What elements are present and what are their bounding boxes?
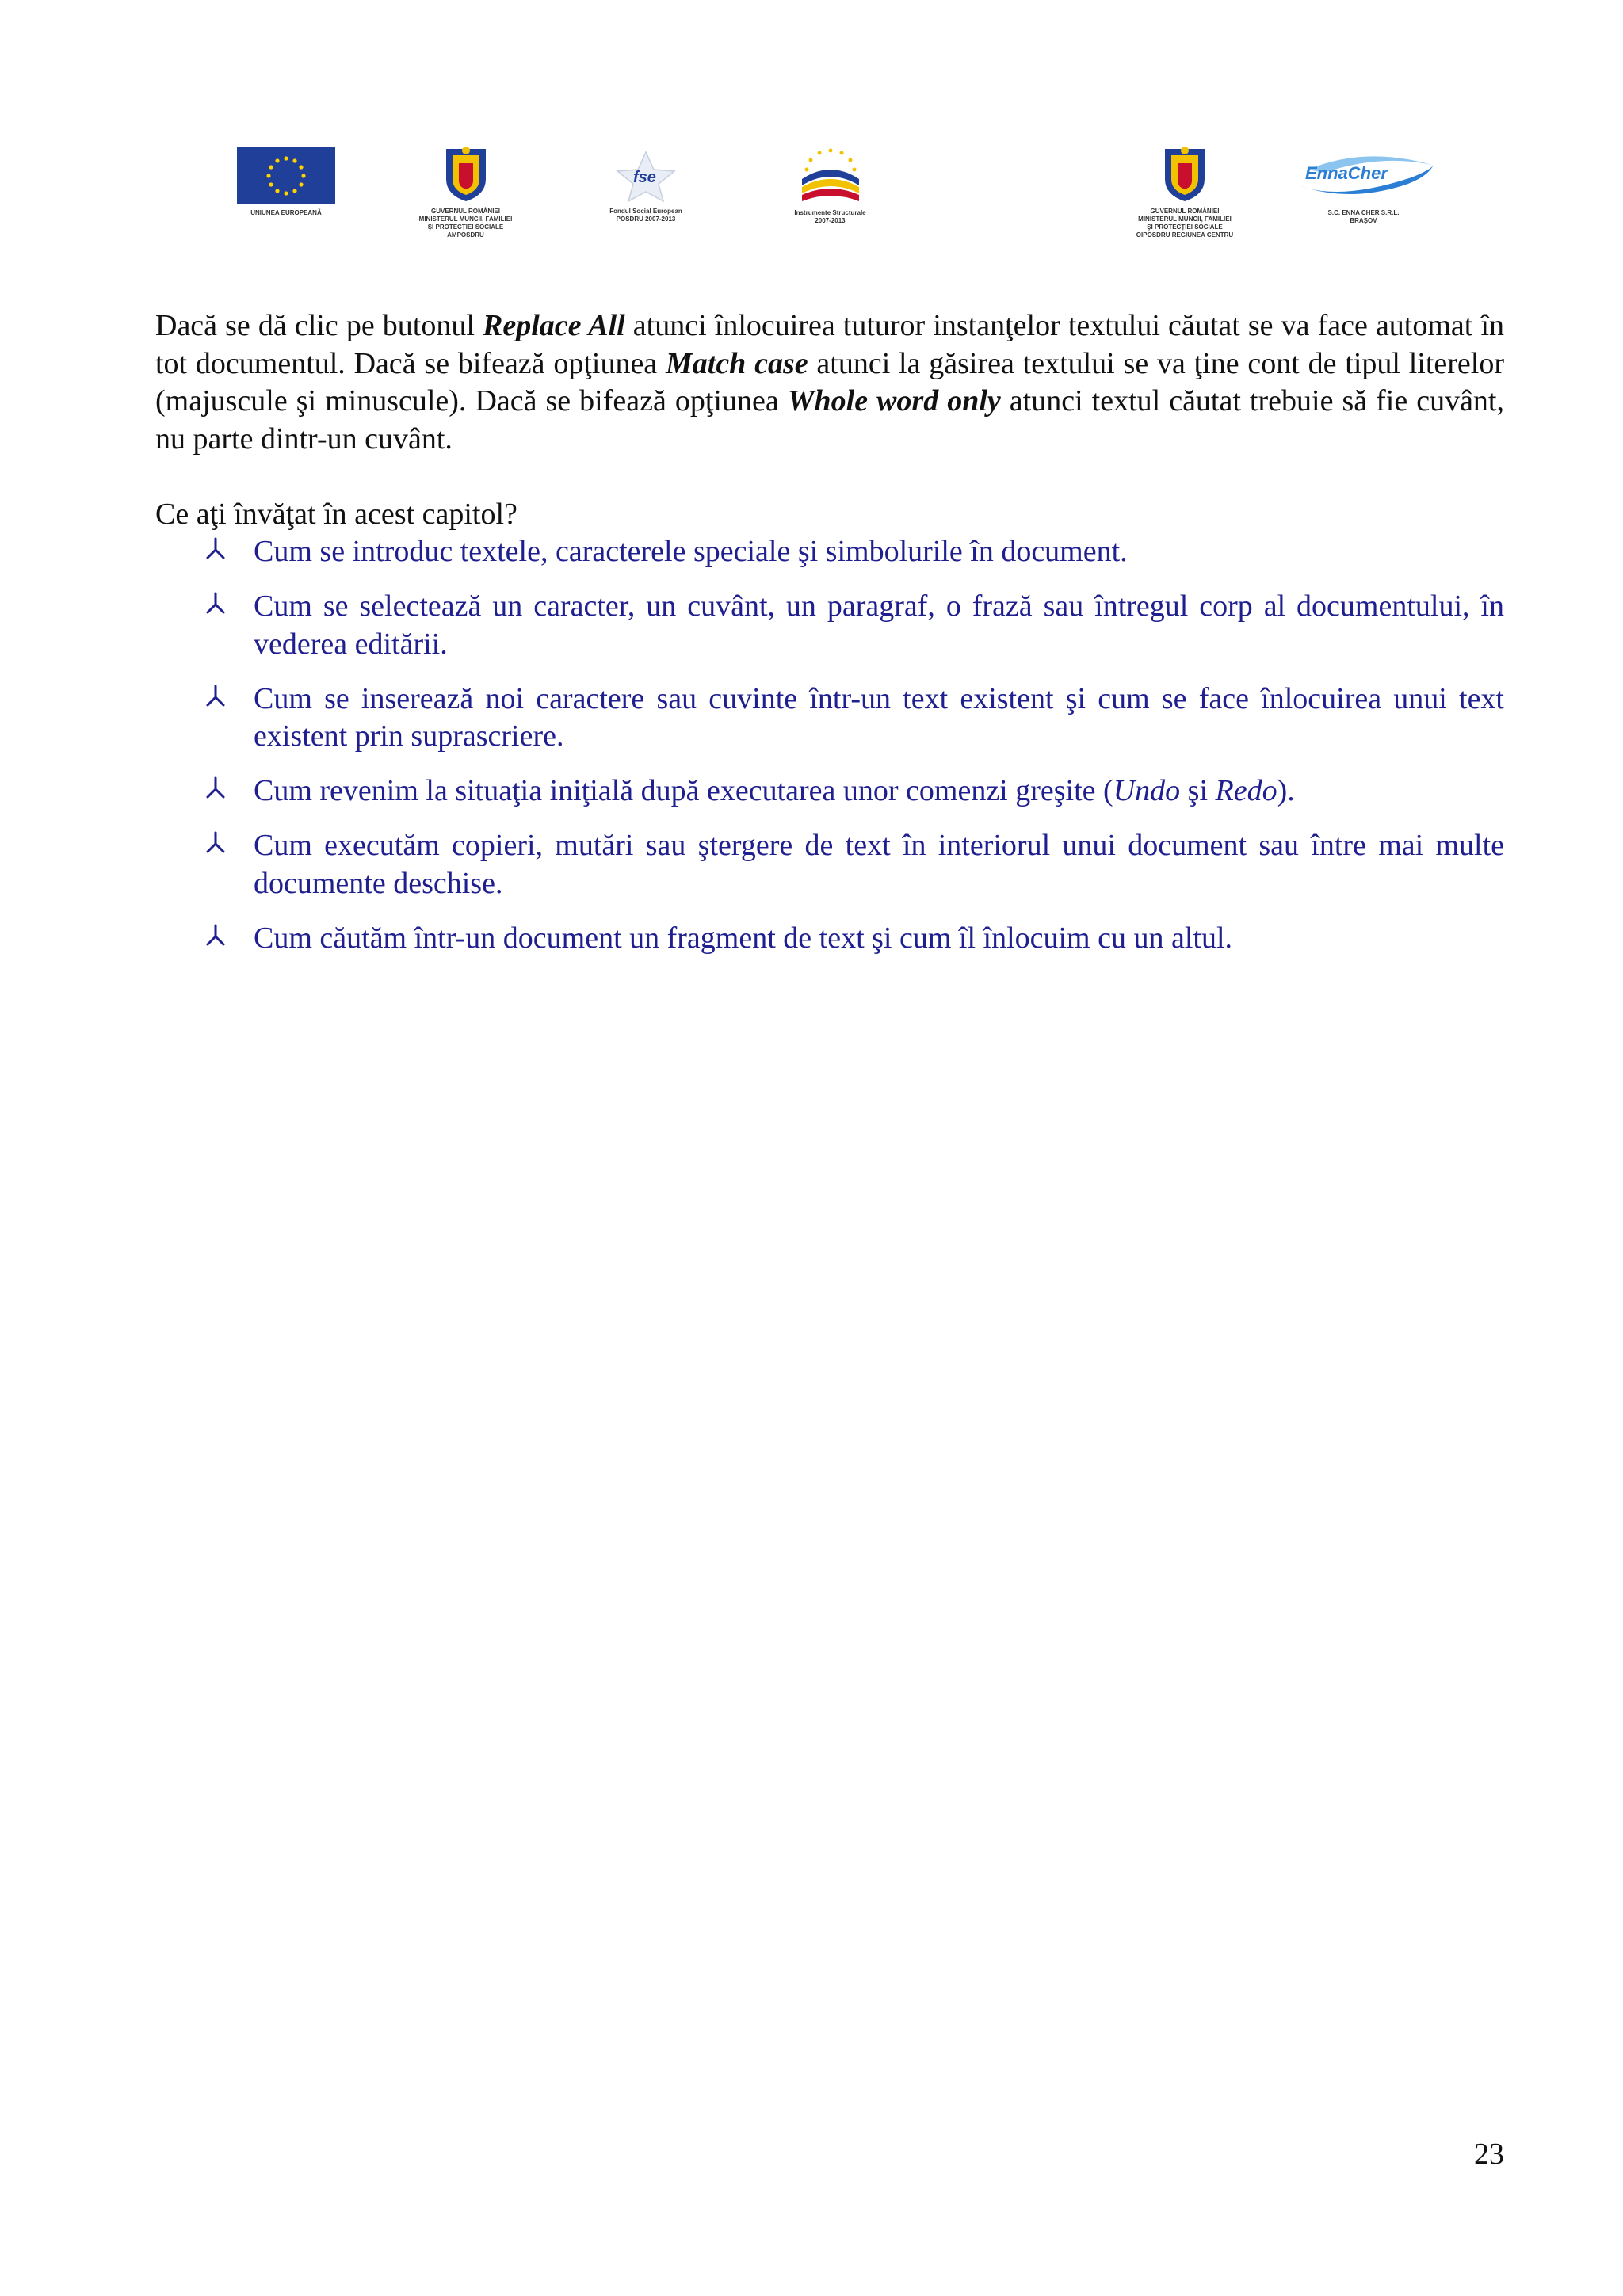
svg-text:fse: fse (633, 169, 656, 186)
list-item-text: Cum căutăm într-un document un fragment de text şi cum îl înlocuim cu un altul. (254, 921, 1233, 955)
paragraph-text: atunci înlocuirea tuturor instanţelor textului căutat se va face automat în tot documentul. Dacă se bifează opţiunea (155, 309, 1505, 380)
ennacher-caption: S.C. ENNA CHER S.R.L. BRAŞOV (1327, 209, 1400, 224)
undo-term: Undo (1113, 774, 1181, 807)
learning-summary-list (204, 533, 1504, 974)
svg-text:EnnaCher: EnnaCher (1304, 163, 1388, 183)
paragraph-text: atunci textul căutat trebuie să fie cuvânt, nu parte dintr-un cuvânt. (155, 384, 1504, 456)
chapter-question: Ce aţi învăţat în acest capitol? (155, 498, 517, 531)
list-item (204, 827, 1504, 902)
eu-logo (227, 147, 346, 217)
header-logos (0, 0, 1623, 261)
list-item-text: Cum executăm copieri, mutări sau ştergere de text în interiorul unui document sau între mai multe documente deschise. (254, 829, 1504, 900)
list-item (204, 920, 1504, 958)
match-case-term: Match case (665, 346, 808, 380)
fse-caption: Fondul Social European POSDRU 2007-2013 (609, 208, 682, 223)
gov-right-caption: GUVERNUL ROMÂNIEI MINISTERUL MUNCII, FAMILIEI ŞI PROTECȚIEI SOCIALE OIPOSDRU REGIUNEA CENTRU (1136, 208, 1234, 238)
tripod-bullet-icon (204, 590, 227, 616)
tripod-bullet-icon (204, 683, 227, 708)
list-item-text: Cum se introduc textele, caracterele speciale şi simbolurile în document. (254, 535, 1128, 568)
tripod-bullet-icon (204, 536, 227, 561)
paragraph-text: Dacă se dă clic pe butonul (155, 309, 483, 342)
list-item-text: ). (1277, 774, 1295, 807)
gov-right-logo (1109, 144, 1260, 239)
list-item-text: Cum se inserează noi caractere sau cuvinte într-un text existent şi cum se face înlocuirea unui text existent prin suprascriere. (254, 681, 1504, 753)
list-item-text: Cum revenim la situaţia iniţială după executarea unor comenzi greşite ( (254, 774, 1113, 807)
list-item-text: Cum se selectează un caracter, un cuvânt, un paragraf, o frază sau întregul corp al documentului, în vederea editării. (254, 589, 1504, 661)
tripod-bullet-icon (204, 922, 227, 948)
ennacher-swoosh-icon (1293, 146, 1435, 204)
list-item (204, 588, 1504, 663)
list-item (204, 533, 1504, 571)
romanian-coat-of-arms-icon (1157, 144, 1212, 203)
structural-instruments-icon (791, 144, 870, 204)
ennacher-logo (1290, 146, 1437, 225)
romanian-coat-of-arms-icon (438, 144, 494, 203)
gov-left-caption: GUVERNUL ROMÂNIEI MINISTERUL MUNCII, FAMILIEI ŞI PROTECȚIEI SOCIALE AMPOSDRU (418, 208, 513, 238)
tripod-bullet-icon (204, 775, 227, 800)
eu-caption: UNIUNEA EUROPEANĂ (250, 209, 322, 216)
eu-flag-icon (237, 147, 335, 204)
fse-star-icon (614, 151, 678, 203)
page-content (155, 307, 1504, 458)
tripod-bullet-icon (204, 830, 227, 855)
whole-word-only-term: Whole word only (787, 384, 1001, 418)
body-paragraph (155, 307, 1504, 458)
list-item (204, 772, 1504, 810)
paragraph-text: atunci la găsirea textului se va ţine cont de tipul literelor (majuscule şi minuscule). Dacă se bifează opţiunea (155, 346, 1504, 418)
page-number: 23 (1474, 2138, 1504, 2171)
instrumente-structurale-logo (769, 144, 892, 225)
list-item-text: şi (1180, 774, 1216, 807)
replace-all-term: Replace All (483, 309, 625, 342)
list-item (204, 681, 1504, 756)
fse-logo (586, 151, 705, 223)
redo-term: Redo (1215, 774, 1277, 807)
instrumente-caption: Instrumente Structurale 2007-2013 (794, 209, 866, 224)
gov-left-logo (396, 144, 535, 239)
